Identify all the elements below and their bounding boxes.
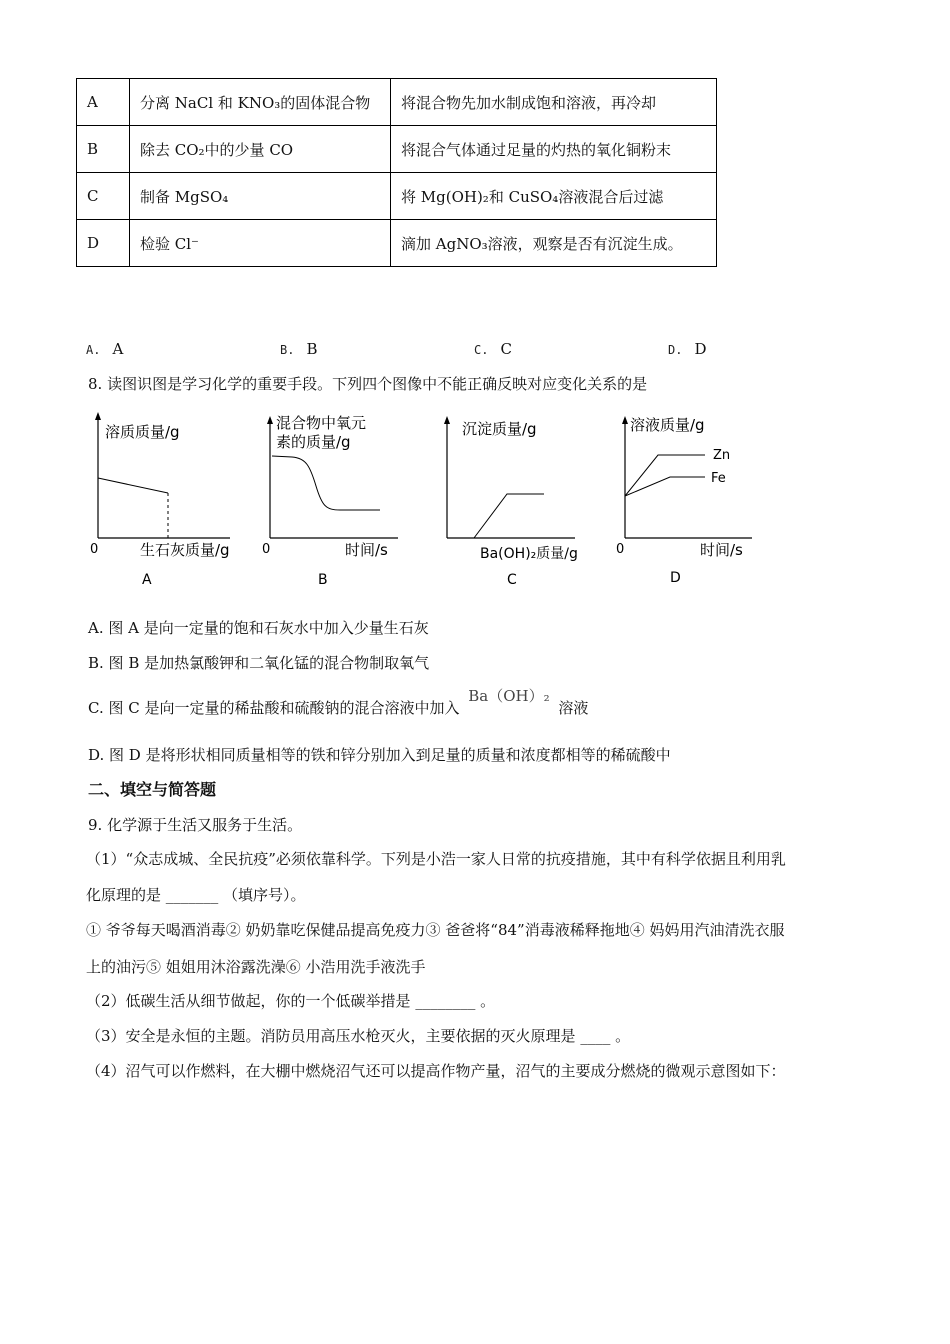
table-cell-key: D (77, 220, 130, 267)
arrow-icon (267, 416, 273, 424)
graph-b-ylabel-line1: 混合物中氧元 (276, 414, 367, 432)
table-cell-key: B (77, 126, 130, 173)
table-cell-method: 将 Mg(OH)₂和 CuSO₄溶液混合后过滤 (391, 173, 717, 220)
graph-a-ylabel: 溶质质量/g (105, 423, 180, 441)
graph-c (444, 416, 578, 588)
graph-c-ylabel: 沉淀质量/g (462, 420, 537, 438)
choice-value: B (306, 340, 318, 358)
arrow-icon (444, 416, 450, 424)
q8-stem: 8. 读图识图是学习化学的重要手段。下列四个图像中不能正确反映对应变化关系的是 (88, 375, 648, 393)
curve (272, 456, 380, 510)
curve-zn (625, 455, 705, 496)
choice-c[interactable] (474, 340, 512, 358)
arrow-icon (95, 412, 101, 420)
q9-part4: （4）沼气可以作燃料，在大棚中燃烧沼气还可以提高作物产量，沼气的主要成分燃烧的微观示意图如下： (86, 1062, 786, 1080)
q8-option-d[interactable]: D. 图 D 是将形状相同质量相等的铁和锌分别加入到足量的质量和浓度都相等的稀硫酸中 (88, 746, 671, 764)
table-cell-key: A (77, 79, 130, 126)
graph-d-caption: D (670, 570, 681, 586)
graph-b-caption: B (318, 572, 328, 588)
q9-part3: （3）安全是永恒的主题。消防员用高压水枪灭火，主要依据的灭火原理是 ____ 。 (86, 1027, 631, 1045)
choice-key: C. (474, 343, 489, 357)
q8-graphs (80, 408, 780, 598)
graph-b-ylabel-line2: 素的质量/g (276, 433, 351, 451)
section-heading: 二、填空与简答题 (88, 780, 217, 799)
graph-c-caption: C (507, 572, 517, 588)
q9-part1-line1: （1）“众志成城、全民抗疫”必须依靠科学。下列是小浩一家人日常的抗疫措施，其中有科学依据且利用乳 (86, 850, 786, 868)
experiment-table (76, 78, 717, 267)
q9-choices-line1: ① 爷爷每天喝酒消毒② 奶奶靠吃保健品提高免疫力③ 爸爸将“84”消毒液稀释拖地④ 妈妈用汽油清洗衣服 (86, 921, 785, 939)
formula-ba-oh-2: Ba（OH）₂ (468, 687, 550, 705)
table-cell-method: 将混合气体通过足量的灼热的氧化铜粉末 (391, 126, 717, 173)
graph-d-zn-label: Zn (713, 448, 731, 463)
arrow-icon (622, 416, 628, 424)
choice-value: A (112, 340, 124, 358)
graph-a (90, 412, 230, 588)
table-cell-purpose: 检验 Cl⁻ (130, 220, 391, 267)
graph-d-fe-label: Fe (711, 471, 726, 486)
table-cell-purpose: 分离 NaCl 和 KNO₃的固体混合物 (130, 79, 391, 126)
q8-option-a[interactable]: A. 图 A 是向一定量的饱和石灰水中加入少量生石灰 (88, 619, 429, 637)
choice-value: C (500, 340, 512, 358)
curve (98, 478, 168, 493)
q9-part1-line2: 化原理的是 _______ （填序号）。 (86, 886, 306, 904)
table-row (77, 220, 717, 267)
q8-option-b[interactable]: B. 图 B 是加热氯酸钾和二氧化锰的混合物制取氧气 (88, 654, 430, 672)
table-cell-key: C (77, 173, 130, 220)
table-row (77, 79, 717, 126)
table-cell-method: 将混合物先加水制成饱和溶液，再冷却 (391, 79, 717, 126)
graph-b (262, 414, 398, 588)
q8-option-c-suffix: 溶液 (558, 699, 589, 717)
q8-option-c-text: C. 图 C 是向一定量的稀盐酸和硫酸钠的混合溶液中加入 (88, 699, 460, 717)
choice-b[interactable] (280, 340, 317, 358)
choice-a[interactable] (86, 340, 123, 358)
table-cell-purpose: 制备 MgSO₄ (130, 173, 391, 220)
curve (474, 494, 544, 538)
choice-key: B. (280, 343, 295, 357)
graph-d-xlabel: 时间/s (700, 541, 743, 559)
q9-choices-line2: 上的油污⑤ 姐姐用沐浴露洗澡⑥ 小浩用洗手液洗手 (86, 958, 426, 976)
graph-d-origin: 0 (616, 542, 625, 557)
graph-b-xlabel: 时间/s (345, 541, 388, 559)
q9-part2: （2）低碳生活从细节做起，你的一个低碳举措是 ________ 。 (86, 992, 496, 1010)
graph-a-xlabel: 生石灰质量/g (140, 541, 230, 559)
table-row (77, 126, 717, 173)
graph-a-caption: A (142, 572, 152, 588)
choice-key: D. (668, 343, 683, 357)
table-cell-method: 滴加 AgNO₃溶液，观察是否有沉淀生成。 (391, 220, 717, 267)
table-row (77, 173, 717, 220)
graph-d (616, 416, 752, 586)
curve-fe (625, 477, 705, 496)
graph-c-xlabel: Ba(OH)₂质量/g (480, 546, 578, 562)
choice-d[interactable] (668, 340, 706, 358)
graph-b-origin: 0 (262, 542, 271, 557)
choice-value: D (694, 340, 707, 358)
graph-a-origin: 0 (90, 542, 99, 557)
choice-key: A. (86, 343, 101, 357)
graph-d-ylabel: 溶液质量/g (630, 416, 705, 434)
q9-stem: 9. 化学源于生活又服务于生活。 (88, 816, 303, 834)
q8-option-c[interactable] (88, 687, 589, 718)
table-cell-purpose: 除去 CO₂中的少量 CO (130, 126, 391, 173)
